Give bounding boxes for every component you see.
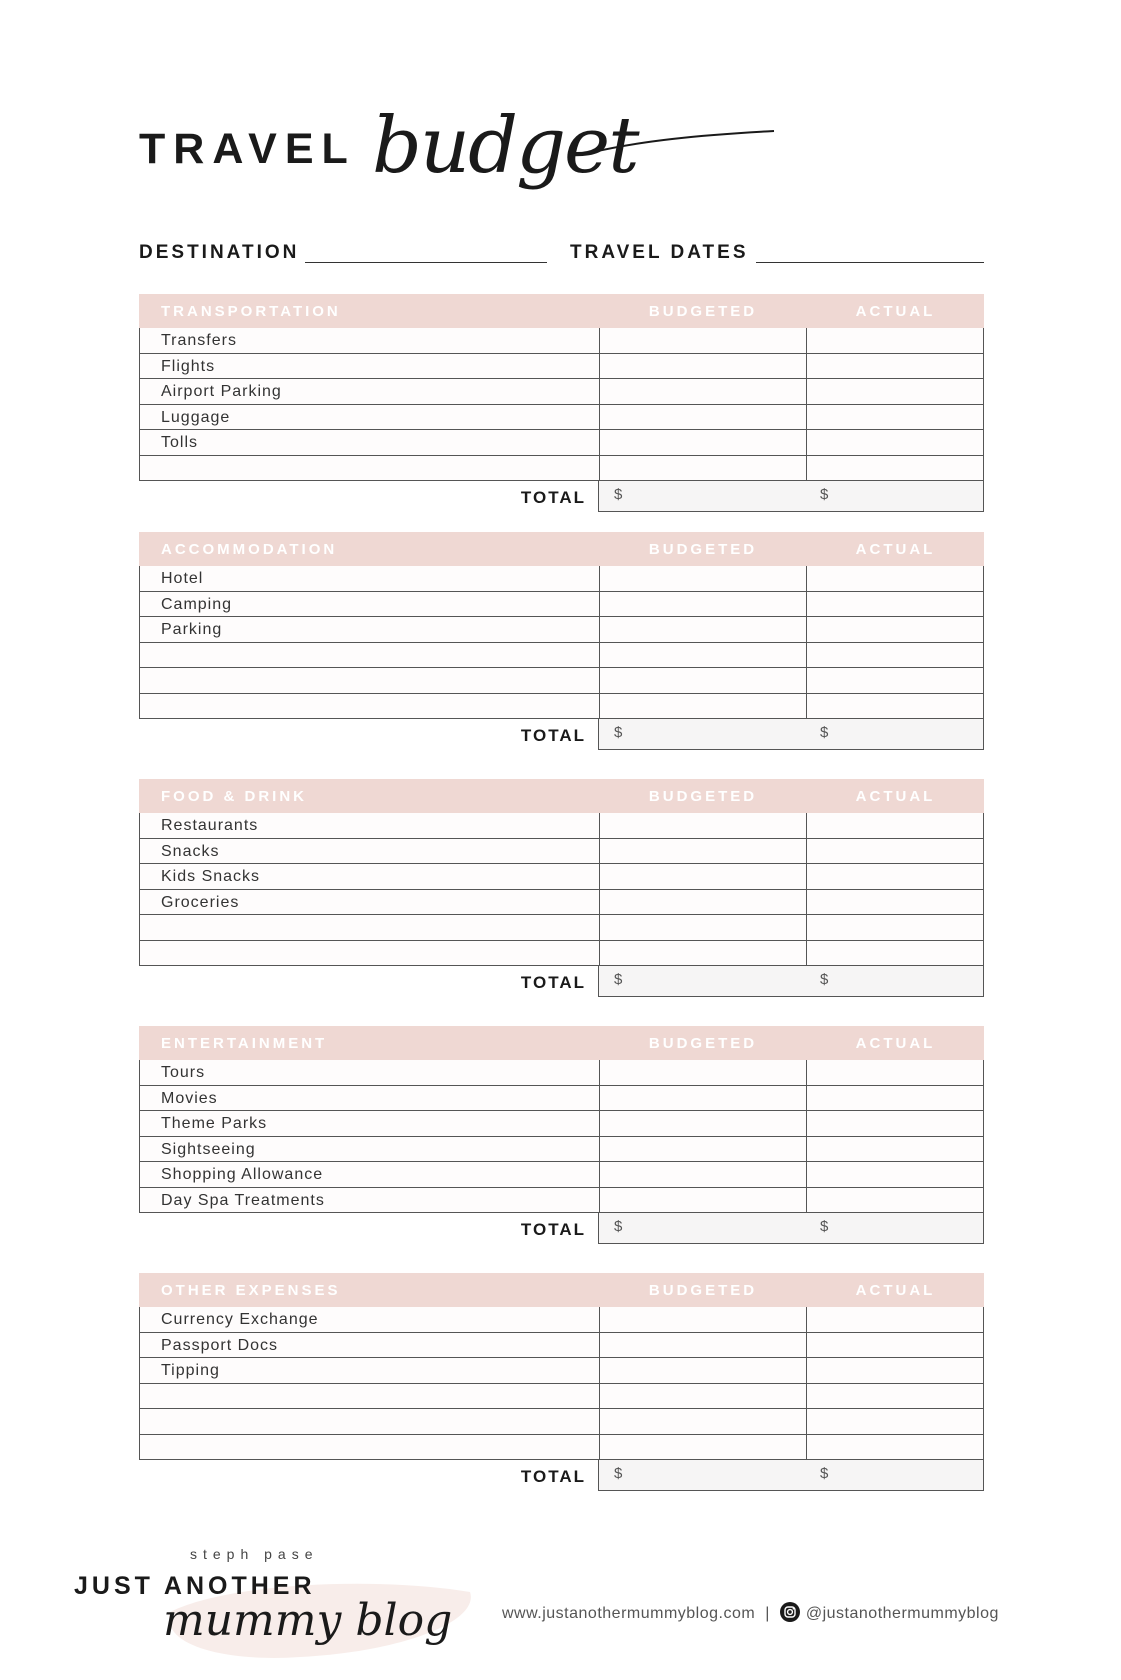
total-label: TOTAL: [520, 1467, 586, 1486]
total-label: TOTAL: [520, 973, 586, 992]
expense-label[interactable]: Day Spa Treatments: [161, 1191, 325, 1209]
section-rows: [139, 1307, 984, 1460]
actual-header: ACTUAL: [855, 1035, 936, 1052]
table-row: [140, 694, 983, 720]
expense-label[interactable]: Shopping Allowance: [161, 1166, 324, 1183]
section-rows: [139, 1060, 984, 1213]
budgeted-header: BUDGETED: [648, 303, 758, 320]
website-link[interactable]: www.justanothermummyblog.com: [502, 1605, 756, 1623]
budgeted-cell[interactable]: [599, 1333, 807, 1358]
actual-header: ACTUAL: [855, 303, 936, 320]
table-row: [140, 1333, 983, 1359]
table-row: [140, 592, 983, 618]
total-label: TOTAL: [520, 488, 586, 507]
expense-label[interactable]: Kids Snacks: [161, 868, 261, 885]
actual-cell[interactable]: [806, 1409, 983, 1434]
total-label: TOTAL: [520, 726, 586, 745]
actual-cell[interactable]: [806, 1358, 983, 1383]
budgeted-cell[interactable]: [599, 839, 807, 864]
actual-total-cell[interactable]: [805, 719, 984, 750]
budgeted-cell[interactable]: [599, 1060, 807, 1085]
actual-cell[interactable]: [806, 328, 983, 353]
section-rows: [139, 328, 984, 481]
destination-field[interactable]: [305, 262, 547, 263]
table-row: [140, 864, 983, 890]
budgeted-total-cell[interactable]: [598, 1213, 807, 1244]
table-row: [140, 456, 983, 482]
actual-cell[interactable]: [806, 1137, 983, 1162]
actual-cell[interactable]: [806, 566, 983, 591]
budgeted-total-cell[interactable]: [598, 719, 807, 750]
currency-symbol: $: [820, 486, 829, 503]
currency-symbol: $: [614, 724, 623, 741]
budgeted-cell[interactable]: [599, 328, 807, 353]
actual-cell[interactable]: [806, 1435, 983, 1460]
budget-section: [139, 1026, 984, 1244]
expense-label[interactable]: Passport Docs: [161, 1336, 279, 1354]
budgeted-cell[interactable]: [599, 915, 807, 940]
budgeted-cell[interactable]: [599, 694, 807, 719]
expense-label[interactable]: Sightseeing: [161, 1140, 256, 1158]
budget-section: [139, 1273, 984, 1491]
actual-cell[interactable]: [806, 1060, 983, 1085]
actual-cell[interactable]: [806, 864, 983, 889]
budgeted-header: BUDGETED: [648, 1282, 758, 1299]
budgeted-cell[interactable]: [599, 1111, 807, 1136]
table-row: [140, 668, 983, 694]
contact-line: [502, 1604, 999, 1624]
budgeted-cell[interactable]: [599, 592, 807, 617]
currency-symbol: $: [614, 1218, 623, 1235]
table-row: [140, 915, 983, 941]
separator: |: [765, 1605, 770, 1623]
table-row: [140, 1111, 983, 1137]
actual-cell[interactable]: [806, 839, 983, 864]
section-title: FOOD & DRINK: [161, 788, 307, 805]
expense-label[interactable]: Hotel: [161, 570, 204, 587]
table-row: [140, 1162, 983, 1188]
expense-label[interactable]: Snacks: [161, 842, 220, 860]
expense-label[interactable]: Currency Exchange: [161, 1311, 319, 1328]
table-row: [140, 354, 983, 380]
table-row: [140, 430, 983, 456]
table-row: [140, 1060, 983, 1086]
budgeted-cell[interactable]: [599, 864, 807, 889]
budgeted-cell[interactable]: [599, 1307, 807, 1332]
budgeted-cell[interactable]: [599, 456, 807, 481]
section-header: [139, 779, 984, 813]
table-row: [140, 1409, 983, 1435]
budget-section: [139, 532, 984, 750]
actual-total-cell[interactable]: [805, 966, 984, 997]
instagram-icon: [780, 1602, 800, 1622]
budgeted-cell[interactable]: [599, 1086, 807, 1111]
expense-label[interactable]: Parking: [161, 621, 223, 638]
table-row: [140, 566, 983, 592]
table-row: [140, 1358, 983, 1384]
actual-total-cell[interactable]: [805, 481, 984, 512]
currency-symbol: $: [820, 1465, 829, 1482]
budgeted-header: BUDGETED: [648, 1035, 758, 1052]
actual-cell[interactable]: [806, 941, 983, 966]
actual-cell[interactable]: [806, 890, 983, 915]
actual-cell[interactable]: [806, 1188, 983, 1213]
table-row: [140, 1384, 983, 1410]
total-row: [139, 719, 984, 750]
budget-section: [139, 294, 984, 512]
actual-cell[interactable]: [806, 405, 983, 430]
budgeted-total-cell[interactable]: [598, 966, 807, 997]
total-row: [139, 1213, 984, 1244]
actual-cell[interactable]: [806, 430, 983, 455]
actual-cell[interactable]: [806, 1307, 983, 1332]
trip-meta: [139, 238, 984, 272]
budgeted-cell[interactable]: [599, 1435, 807, 1460]
byline: steph pase: [190, 1546, 319, 1562]
table-row: [140, 1435, 983, 1461]
table-row: [140, 328, 983, 354]
section-header: [139, 532, 984, 566]
table-row: [140, 1188, 983, 1214]
table-row: [140, 617, 983, 643]
expense-label[interactable]: Groceries: [161, 893, 240, 911]
currency-symbol: $: [614, 1465, 623, 1482]
section-title: ACCOMMODATION: [161, 541, 338, 558]
table-row: [140, 941, 983, 967]
budgeted-cell[interactable]: [599, 566, 807, 591]
expense-label[interactable]: Luggage: [161, 408, 231, 426]
total-row: [139, 966, 984, 997]
budgeted-header: BUDGETED: [648, 541, 758, 558]
actual-total-cell[interactable]: [805, 1460, 984, 1491]
actual-cell[interactable]: [806, 456, 983, 481]
section-header: [139, 1026, 984, 1060]
expense-label[interactable]: Tipping: [161, 1362, 220, 1379]
table-row: [140, 643, 983, 669]
expense-label[interactable]: Transfers: [161, 332, 237, 349]
budgeted-header: BUDGETED: [648, 788, 758, 805]
total-row: [139, 481, 984, 512]
actual-cell[interactable]: [806, 1162, 983, 1187]
expense-label[interactable]: Tolls: [161, 434, 199, 451]
actual-cell[interactable]: [806, 915, 983, 940]
section-title: TRANSPORTATION: [161, 303, 341, 320]
table-row: [140, 1137, 983, 1163]
expense-label[interactable]: Camping: [161, 595, 233, 613]
currency-symbol: $: [614, 486, 623, 503]
budgeted-total-cell[interactable]: [598, 1460, 807, 1491]
actual-cell[interactable]: [806, 1333, 983, 1358]
budgeted-cell[interactable]: [599, 354, 807, 379]
section-header: [139, 1273, 984, 1307]
actual-cell[interactable]: [806, 1111, 983, 1136]
title-script: budget: [372, 101, 638, 191]
actual-header: ACTUAL: [855, 541, 936, 558]
table-row: [140, 890, 983, 916]
section-title: OTHER EXPENSES: [161, 1282, 341, 1299]
section-title: ENTERTAINMENT: [161, 1035, 328, 1052]
table-row: [140, 1086, 983, 1112]
actual-cell[interactable]: [806, 354, 983, 379]
total-row: [139, 1460, 984, 1491]
actual-cell[interactable]: [806, 592, 983, 617]
table-row: [140, 379, 983, 405]
actual-header: ACTUAL: [855, 1282, 936, 1299]
travel-dates-label: TRAVEL DATES: [570, 242, 749, 263]
travel-dates-field[interactable]: [756, 262, 984, 263]
brand-script: mummy blog: [163, 1595, 453, 1646]
expense-label[interactable]: Airport Parking: [161, 383, 282, 400]
section-rows: [139, 813, 984, 966]
expense-label[interactable]: Movies: [161, 1089, 218, 1107]
title-flourish: [469, 113, 789, 193]
actual-cell[interactable]: [806, 379, 983, 404]
actual-cell[interactable]: [806, 694, 983, 719]
section-rows: [139, 566, 984, 719]
currency-symbol: $: [614, 971, 623, 988]
expense-label[interactable]: Theme Parks: [161, 1115, 268, 1132]
budgeted-cell[interactable]: [599, 1409, 807, 1434]
table-row: [140, 405, 983, 431]
budgeted-cell[interactable]: [599, 1188, 807, 1213]
budgeted-cell[interactable]: [599, 1384, 807, 1409]
budgeted-cell[interactable]: [599, 617, 807, 642]
budgeted-total-cell[interactable]: [598, 481, 807, 512]
budget-section: [139, 779, 984, 997]
page-title: [139, 95, 739, 205]
table-row: [140, 1307, 983, 1333]
brand-top: JUST ANOTHER: [74, 1572, 316, 1600]
actual-cell[interactable]: [806, 813, 983, 838]
budgeted-cell[interactable]: [599, 643, 807, 668]
expense-label[interactable]: Tours: [161, 1064, 206, 1081]
section-header: [139, 294, 984, 328]
title-main: TRAVEL: [139, 125, 356, 173]
currency-symbol: $: [820, 1218, 829, 1235]
table-row: [140, 813, 983, 839]
actual-header: ACTUAL: [855, 788, 936, 805]
budgeted-cell[interactable]: [599, 890, 807, 915]
budgeted-cell[interactable]: [599, 941, 807, 966]
instagram-handle[interactable]: @justanothermummyblog: [805, 1605, 999, 1623]
table-row: [140, 839, 983, 865]
budgeted-cell[interactable]: [599, 1358, 807, 1383]
currency-symbol: $: [820, 971, 829, 988]
budgeted-cell[interactable]: [599, 813, 807, 838]
budgeted-cell[interactable]: [599, 1137, 807, 1162]
budgeted-cell[interactable]: [599, 430, 807, 455]
actual-total-cell[interactable]: [805, 1213, 984, 1244]
actual-cell[interactable]: [806, 668, 983, 693]
actual-cell[interactable]: [806, 617, 983, 642]
expense-label[interactable]: Flights: [161, 357, 216, 375]
currency-symbol: $: [820, 724, 829, 741]
actual-cell[interactable]: [806, 1086, 983, 1111]
budgeted-cell[interactable]: [599, 668, 807, 693]
actual-cell[interactable]: [806, 1384, 983, 1409]
destination-label: DESTINATION: [139, 242, 300, 263]
budgeted-cell[interactable]: [599, 379, 807, 404]
budgeted-cell[interactable]: [599, 1162, 807, 1187]
total-label: TOTAL: [520, 1220, 586, 1239]
budgeted-cell[interactable]: [599, 405, 807, 430]
expense-label[interactable]: Restaurants: [161, 817, 259, 834]
actual-cell[interactable]: [806, 643, 983, 668]
footer: [0, 1540, 1121, 1680]
